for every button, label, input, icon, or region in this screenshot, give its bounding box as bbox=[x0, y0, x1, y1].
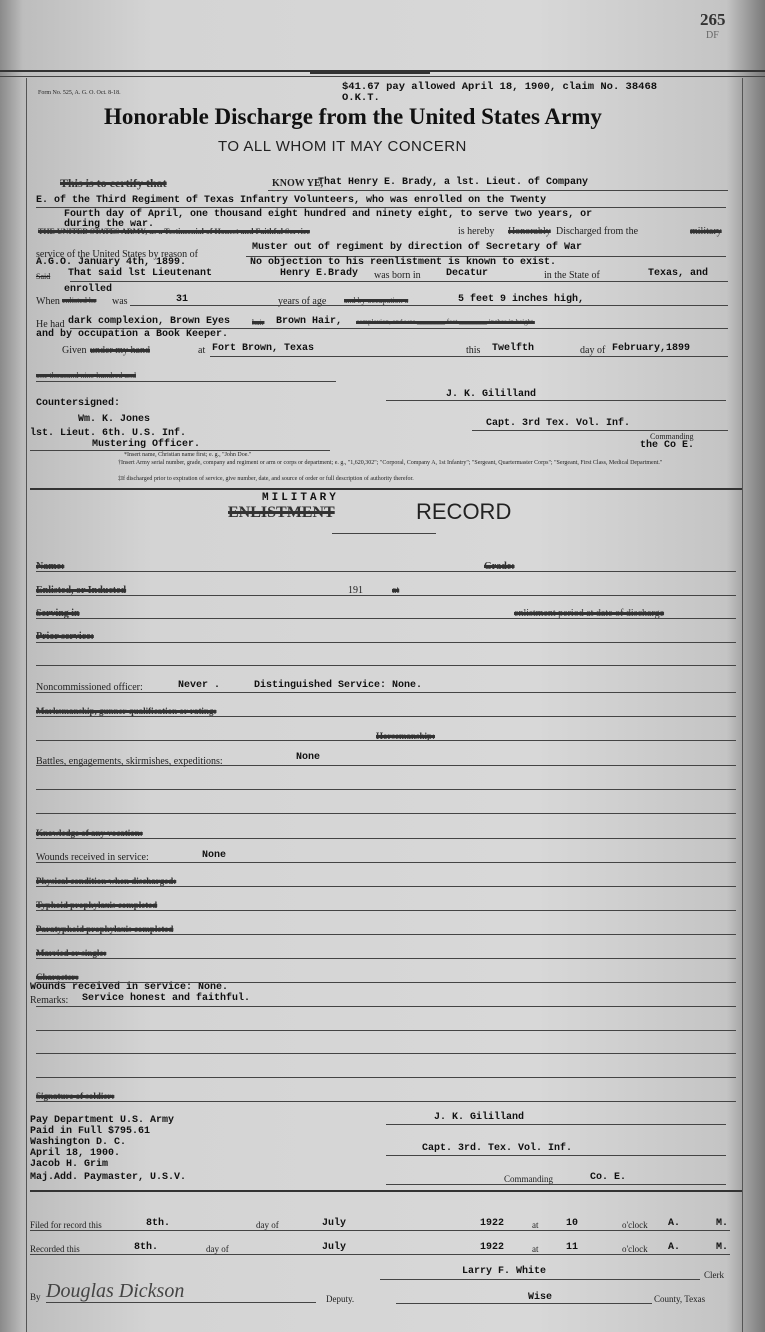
rule bbox=[36, 207, 726, 208]
height-struck: and by occupation a bbox=[344, 296, 409, 305]
document-title: Honorable Discharge from the United States Army bbox=[104, 104, 602, 129]
age-label: years of age bbox=[278, 296, 327, 307]
given-label: Given bbox=[62, 345, 87, 356]
filed-year: 1922 bbox=[480, 1218, 505, 1229]
rule bbox=[386, 1184, 726, 1185]
filed-day-of: day of bbox=[256, 1220, 279, 1230]
rule bbox=[36, 1101, 736, 1102]
commanding-label: Commanding bbox=[650, 432, 694, 441]
page-number: 265 bbox=[700, 10, 726, 29]
filed-m: M. bbox=[716, 1218, 729, 1229]
filed-ampm: A. bbox=[668, 1218, 681, 1229]
document-subtitle: TO ALL WHOM IT MAY CONCERN bbox=[218, 138, 467, 155]
record-row-serving-label: Serving in bbox=[36, 608, 80, 619]
filed-label: Filed for record this bbox=[30, 1220, 102, 1230]
given-struck: under my hand bbox=[90, 345, 150, 356]
rule bbox=[36, 642, 736, 643]
reenlist-note: No objection to his reenlistment is known to exist. bbox=[250, 257, 557, 268]
pay-dept-line-5: Jacob H. Grim bbox=[30, 1159, 109, 1170]
rule bbox=[36, 571, 736, 572]
rule bbox=[130, 305, 728, 306]
record-row-name-label: Name: bbox=[36, 561, 65, 572]
recorded-at: at bbox=[532, 1244, 539, 1254]
rule bbox=[36, 789, 736, 790]
right-frame-line bbox=[742, 78, 743, 1332]
rule bbox=[386, 1155, 726, 1156]
recorded-year: 1922 bbox=[480, 1242, 505, 1253]
filed-time: 10 bbox=[566, 1218, 579, 1229]
rule bbox=[36, 886, 736, 887]
reason-value-2: A.G.O. January 4th, 1899. bbox=[36, 257, 187, 268]
remarks-value: Service honest and faithful. bbox=[82, 993, 251, 1004]
record-row-physical-label: Physical condition when discharged: bbox=[36, 876, 177, 886]
line1-text: That Henry E. Brady, a lst. Lieut. of Company bbox=[318, 177, 589, 188]
rule bbox=[472, 430, 728, 431]
line3-text: Fourth day of April, one thousand eight hundred and ninety eight, to serve two years, or bbox=[64, 209, 593, 220]
rule bbox=[36, 910, 736, 911]
record-row-character-label: Character: bbox=[36, 972, 79, 982]
when-over: enrolled bbox=[64, 284, 113, 295]
state-label: in the State of bbox=[544, 270, 600, 281]
footnote-2: †Insert Army serial number, grade, company and regiment or arm or corps or department; e. g., "1,620,302"; "Corporal, Company A, 1st Infantry"; "Sergeant, Quartermaster Corps"; "Sergeant, First Class, Medical Department." bbox=[118, 460, 663, 466]
one-thousand-struck: one thousand nine hundred and bbox=[36, 371, 136, 380]
when-struck: enlisted he bbox=[62, 296, 97, 305]
rule bbox=[36, 618, 736, 619]
recorded-month: July bbox=[322, 1242, 347, 1253]
struck-prefix: This is to certify that bbox=[60, 176, 167, 190]
deputy-label: Deputy. bbox=[326, 1294, 355, 1304]
occupation-value: and by occupation a Book Keeper. bbox=[36, 329, 229, 340]
rule bbox=[36, 982, 736, 983]
by-label: By bbox=[30, 1292, 41, 1302]
commanding-label-2: Commanding bbox=[504, 1174, 553, 1184]
record-row-marksmanship-label: Marksmanship, gunner qualification or rating: bbox=[36, 706, 217, 716]
rule bbox=[30, 1254, 730, 1255]
when-label: When bbox=[36, 296, 60, 307]
recorded-time: 11 bbox=[566, 1242, 579, 1253]
page-number-sub: DF bbox=[706, 30, 719, 41]
rule bbox=[36, 958, 736, 959]
recorded-oclock: o'clock bbox=[622, 1244, 648, 1254]
pay-dept-line-4: April 18, 1900. bbox=[30, 1148, 121, 1159]
state-value: Texas, and bbox=[648, 268, 709, 279]
record-row-typhoid-label: Typhoid prophylaxis completed bbox=[36, 900, 158, 910]
record-row-wounds-label: Wounds received in service: bbox=[36, 852, 149, 863]
clerk-name: Larry F. White bbox=[462, 1266, 547, 1277]
line4-text: is hereby bbox=[458, 226, 495, 237]
filed-month: July bbox=[322, 1218, 347, 1229]
record-row-battles-value: None bbox=[296, 752, 321, 763]
county-value: Wise bbox=[528, 1292, 553, 1303]
age-value: 31 bbox=[176, 294, 189, 305]
rule bbox=[380, 1279, 700, 1280]
top-banner bbox=[310, 70, 430, 74]
section-divider bbox=[30, 488, 742, 490]
top-border-line-2 bbox=[0, 76, 765, 77]
rule bbox=[36, 692, 736, 693]
line4-struck2: Honorably bbox=[508, 226, 551, 237]
remarks-label: Remarks: bbox=[30, 995, 69, 1006]
footnote-3: ‡If discharged prior to expiration of service, give number, date, and source of order or full description of authority therefor. bbox=[118, 476, 414, 482]
rule bbox=[70, 281, 728, 282]
rule bbox=[36, 716, 736, 717]
said-label: Said bbox=[36, 272, 51, 281]
had-label: He had bbox=[36, 319, 65, 330]
day-label: day of bbox=[580, 345, 606, 356]
captain-title: Capt. 3rd Tex. Vol. Inf. bbox=[486, 418, 631, 429]
recorded-label: Recorded this bbox=[30, 1244, 80, 1254]
rule bbox=[332, 533, 436, 534]
rule bbox=[36, 1030, 736, 1031]
horsemanship-label: Horsemanship: bbox=[376, 731, 436, 741]
enlisted-year: 191 bbox=[348, 585, 363, 596]
rule bbox=[386, 400, 726, 401]
mustering-name: Wm. K. Jones bbox=[78, 414, 151, 425]
description-struck: complexion, and was ________ feet ________ inches in height. bbox=[356, 318, 535, 326]
height-value: 5 feet 9 inches high, bbox=[458, 294, 585, 305]
reason-value: Muster out of regiment by direction of Secretary of War bbox=[252, 242, 583, 253]
rule bbox=[36, 1077, 736, 1078]
rule bbox=[36, 1053, 736, 1054]
hair-value: Brown Hair, bbox=[276, 316, 343, 327]
deputy-signature: Douglas Dickson bbox=[46, 1280, 185, 1302]
pay-note: $41.67 pay allowed April 18, 1900, claim No. 38468 O.K.T. bbox=[342, 81, 658, 104]
line2-text: E. of the Third Regiment of Texas Infantry Volunteers, who was enrolled on the Twenty bbox=[36, 195, 547, 206]
said-text: That said lst Lieutenant bbox=[68, 268, 213, 279]
enlisted-at: at bbox=[392, 585, 400, 596]
reason-label: service of the United States by reason of bbox=[36, 249, 198, 260]
pay-dept-line-1: Pay Department U.S. Army bbox=[30, 1115, 175, 1126]
recorded-m: M. bbox=[716, 1242, 729, 1253]
rule bbox=[36, 381, 336, 382]
commanding-value: the Co E. bbox=[640, 440, 695, 451]
commanding-value-2: Co. E. bbox=[590, 1172, 627, 1183]
record-struck: ENLISTMENT bbox=[228, 504, 335, 521]
day-value: Twelfth bbox=[492, 343, 535, 354]
record-heading: RECORD bbox=[416, 499, 512, 524]
line3b-text: during the war. bbox=[64, 219, 155, 230]
distinguished-service: Distinguished Service: None. bbox=[254, 680, 423, 691]
footnote-1: *Insert name, Christian name first; e. g., "John Doe." bbox=[124, 452, 252, 458]
record-row-nco-value: Never . bbox=[178, 680, 221, 691]
record-row-prior-label: Prior service: bbox=[36, 631, 94, 642]
left-frame-line bbox=[26, 78, 27, 1332]
rule bbox=[30, 450, 330, 451]
signature-1: J. K. Gililland bbox=[446, 389, 537, 400]
hair-struck: hair bbox=[252, 318, 265, 327]
born-in-value: Decatur bbox=[446, 268, 489, 279]
record-row-wounds-value: None bbox=[202, 850, 227, 861]
line4-struck: THE UNITED STATES ARMY, as a Testimonial of Honest and Faithful Service bbox=[38, 227, 310, 236]
rule bbox=[36, 665, 736, 666]
record-row-nco-label: Noncommissioned officer: bbox=[36, 682, 143, 693]
countersigned-label: Countersigned: bbox=[36, 398, 121, 409]
pay-dept-line-3: Washington D. C. bbox=[30, 1137, 127, 1148]
complexion-value: dark complexion, Brown Eyes bbox=[68, 316, 231, 327]
filed-oclock: o'clock bbox=[622, 1220, 648, 1230]
rule bbox=[36, 838, 736, 839]
know-ye: KNOW YE, bbox=[272, 178, 324, 189]
month-value: February,1899 bbox=[612, 343, 691, 354]
grade-label: Grade: bbox=[484, 561, 515, 572]
signature-of-soldier-label: Signature of soldier: bbox=[36, 1091, 115, 1101]
rule bbox=[36, 934, 736, 935]
place-value: Fort Brown, Texas bbox=[212, 343, 315, 354]
rule bbox=[36, 740, 736, 741]
county-label: County, Texas bbox=[654, 1294, 706, 1304]
record-row-enlisted-label: Enlisted, or Inducted bbox=[36, 585, 127, 596]
mustering-role: Mustering Officer. bbox=[92, 439, 201, 450]
signature-2: J. K. Gililland bbox=[434, 1112, 525, 1123]
wounds-repeat: Wounds received in service: None. bbox=[30, 982, 229, 993]
name-value: Henry E.Brady bbox=[280, 268, 359, 279]
rule bbox=[36, 1006, 736, 1007]
pay-dept-line-6: Maj.Add. Paymaster, U.S.V. bbox=[30, 1172, 187, 1183]
rule bbox=[396, 1303, 652, 1304]
clerk-label: Clerk bbox=[704, 1270, 724, 1280]
pay-dept-line-2: Paid in Full $795.61 bbox=[30, 1126, 151, 1137]
rule bbox=[268, 190, 728, 191]
was-label: was bbox=[112, 296, 128, 307]
record-row-vocation-label: Knowledge of any vocation: bbox=[36, 828, 143, 838]
filed-day: 8th. bbox=[146, 1218, 171, 1229]
rule bbox=[210, 356, 728, 357]
rule bbox=[386, 1124, 726, 1125]
bottom-section-divider bbox=[30, 1190, 742, 1192]
record-row-battles-label: Battles, engagements, skirmishes, expeditions: bbox=[36, 756, 223, 767]
record-over: MILITARY bbox=[262, 492, 339, 504]
recorded-day: 8th. bbox=[134, 1242, 159, 1253]
rule bbox=[36, 595, 736, 596]
recorded-day-of: day of bbox=[206, 1244, 229, 1254]
given-at: at bbox=[198, 345, 206, 356]
line4-struck3: military bbox=[690, 226, 722, 237]
rule bbox=[36, 813, 736, 814]
rule bbox=[36, 862, 736, 863]
born-in-label: was born in bbox=[374, 270, 421, 281]
record-row-married-label: Married or single: bbox=[36, 948, 107, 958]
this-label: this bbox=[466, 345, 481, 356]
line4-text2: Discharged from the bbox=[556, 226, 639, 237]
mustering-title: lst. Lieut. 6th. U.S. Inf. bbox=[30, 428, 187, 439]
filed-at: at bbox=[532, 1220, 539, 1230]
captain-title-2: Capt. 3rd. Tex. Vol. Inf. bbox=[422, 1143, 573, 1154]
record-row-paratyphoid-label: Paratyphoid prophylaxis completed bbox=[36, 924, 174, 934]
rule bbox=[46, 1302, 316, 1303]
form-number: Form No. 525, A. G. O. Oct. 8-18. bbox=[38, 90, 121, 96]
recorded-ampm: A. bbox=[668, 1242, 681, 1253]
enlistment-period: enlistment period at date of discharge bbox=[514, 608, 665, 619]
rule bbox=[30, 1230, 730, 1231]
rule bbox=[36, 765, 736, 766]
